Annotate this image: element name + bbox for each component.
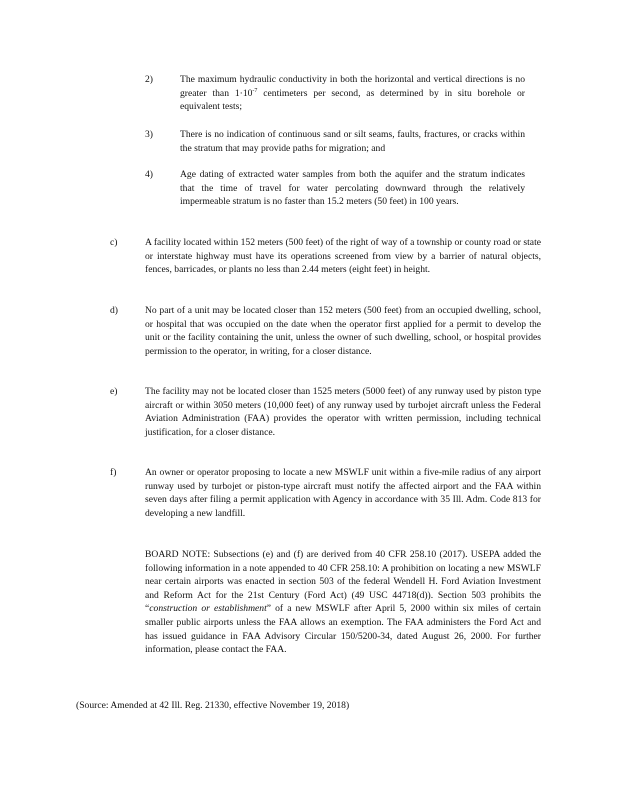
subitem-text: Age dating of extracted water samples from both the aquifer and the stratum indicates that the time of travel for water percolating downward through the relatively impermeable stratum is no faster than 15.2 meters (50 feet) in 100 years. bbox=[180, 169, 525, 208]
item-label: f) bbox=[110, 467, 117, 478]
item-text: The facility may not be located closer than 1525 meters (5000 feet) of any runway used by piston type aircraft or within 3050 meters (10,000 feet) of any runway used by turbojet aircraft unless the Federal Aviation Administration (FAA) provides the operator with written permission, including technical justification, for a closer distance. bbox=[145, 386, 541, 438]
item-label: c) bbox=[110, 237, 118, 248]
subitem-label: 4) bbox=[145, 169, 153, 180]
subitem-text: The maximum hydraulic conductivity in both the horizontal and vertical directions is no greater than $1\cdot 10^{-7}$ centimeters per second, as determined by in situ borehole or equivalent tests; bbox=[180, 74, 525, 113]
subitem-label: 2) bbox=[145, 74, 153, 85]
item-label: d) bbox=[110, 305, 118, 316]
item-text: A facility located within 152 meters (500 feet) of the right of way of a township or county road or state or interstate highway must have its operations screened from view by a barrier of natural objects, fences, barricades, or plants no less than 2.44 meters (eight feet) in height. bbox=[145, 237, 541, 276]
item-text: No part of a unit may be located closer than 152 meters (500 feet) from an occupied dwelling, school, or hospital that was occupied on the date when the operator first applied for a permit to develop the unit or the facility containing the unit, unless the owner of such dwelling, school, or hospital provides permission to the operator, in writing, for a closer distance. bbox=[145, 305, 541, 357]
subitem-label: 3) bbox=[145, 129, 153, 140]
source-citation: (Source: Amended at 42 Ill. Reg. 21330, effective November 19, 2018) bbox=[76, 700, 350, 711]
item-text: An owner or operator proposing to locate a new MSWLF unit within a five-mile radius of any airport runway used by turbojet or piston-type aircraft must notify the affected airport and the FAA within seven days after filing a permit application with Agency in accordance with 35 Ill. Adm. Code 813 for developing a new landfill. bbox=[145, 467, 541, 519]
board-note: BOARD NOTE: Subsections (e) and (f) are derived from 40 CFR 258.10 (2017). USEPA added the following information in a note appended to 40 CFR 258.10: A prohibition on locating a new MSWLF near certain airports was enacted in section 503 of the federal Wendell H. Ford Aviation Investment and Reform Act for the 21st Century (Ford Act) (49 USC 44718(d)). Section 503 prohibits the “construction or establishment” of a new MSWLF after April 5, 2000 within six miles of certain smaller public airports unless the FAA allows an exemption. The FAA administers the Ford Act and has issued guidance in FAA Advisory Circular 150/5200-34, dated August 26, 2000. For further information, please contact the FAA. bbox=[145, 549, 541, 656]
subitem-text: There is no indication of continuous sand or silt seams, faults, fractures, or cracks within the stratum that may provide paths for migration; and bbox=[180, 129, 525, 154]
exponent: -7 bbox=[252, 87, 258, 94]
item-label: e) bbox=[110, 386, 118, 397]
